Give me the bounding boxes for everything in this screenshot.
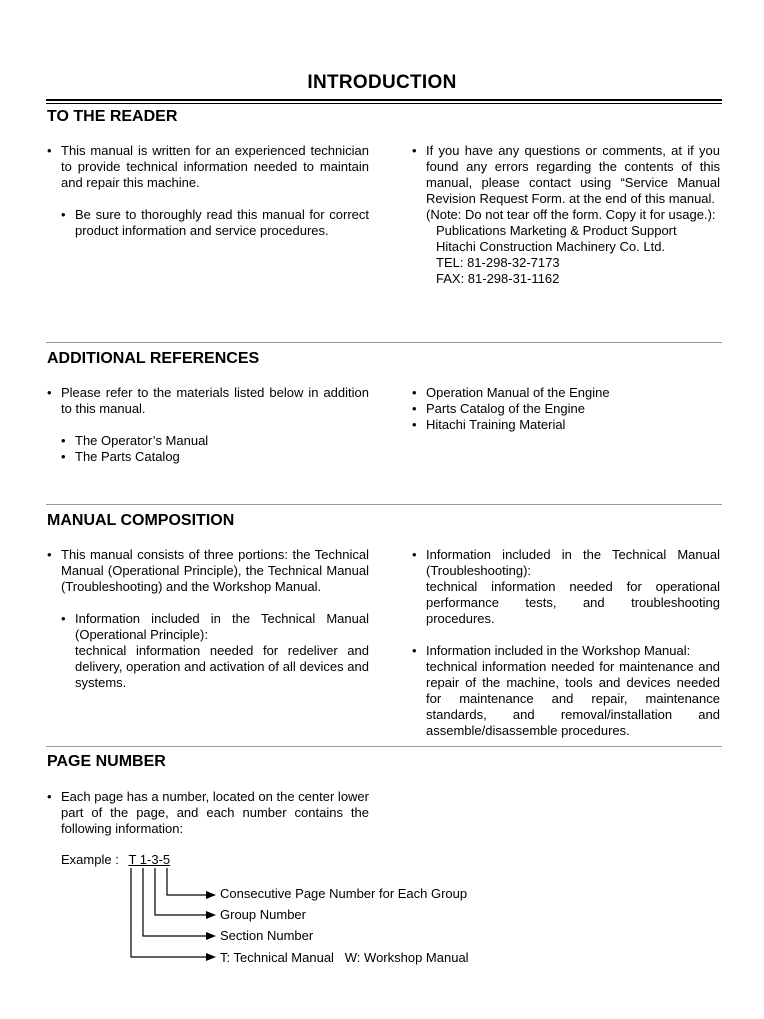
sub-bullet-item: • Be sure to thoroughly read this manual for correct product information and service procedures. xyxy=(61,207,369,238)
bullet-item: • This manual is written for an experienced technician to provide technical information needed to maintain and repair this machine. xyxy=(47,143,369,190)
bullet-item: • If you have any questions or comments, at if you found any errors regarding the contents of this manual, please contact using “Service Manual Revision Request Form. at the end of this manual. (Note: Do not tear off the form. Copy it for usage.): Publications Marketing & Product Support Hitachi Construction Machinery Co. Ltd. TEL: 81-298-32-7173 FAX: 81-298-31-1162 xyxy=(412,143,720,286)
bullet-item: • Each page has a number, located on the center lower part of the page, and each number contains the following information: xyxy=(47,789,369,836)
bullet-item: • Operation Manual of the Engine xyxy=(412,385,610,400)
section-heading-to-the-reader: TO THE READER xyxy=(47,108,178,125)
connector-line-section xyxy=(143,868,208,936)
diagram-label-group: Group Number xyxy=(220,907,306,922)
section-heading-page-number: PAGE NUMBER xyxy=(47,753,166,770)
sub-bullet-item: • The Operator’s Manual xyxy=(61,433,209,448)
diagram-label-page: Consecutive Page Number for Each Group xyxy=(220,886,468,901)
section-heading-manual-composition: MANUAL COMPOSITION xyxy=(47,512,235,529)
bullet-item: • This manual consists of three portions: the Technical Manual (Operational Principle), the Technical Manual (Troubleshooting) and the Workshop Manual. xyxy=(47,547,369,594)
contact-line: Hitachi Construction Machinery Co. Ltd. xyxy=(436,239,666,254)
bullet-item: • Information included in the Workshop Manual: technical information needed for maintenance and repair of the machine, tools and devices needed for maintenance and repair, maintenance standards, and removal/installation and assemble/disassemble procedures. xyxy=(412,643,720,738)
sub-bullet-item: • The Parts Catalog xyxy=(61,449,180,464)
bullet-item: • Parts Catalog of the Engine xyxy=(412,401,585,416)
diagram-label-type: T: Technical Manual W: Workshop Manual xyxy=(220,950,469,965)
bullet-item: • Hitachi Training Material xyxy=(412,417,566,432)
connector-line-page xyxy=(167,868,208,895)
diagram-label-section: Section Number xyxy=(220,928,314,943)
arrow-head-icon xyxy=(206,891,216,899)
example-label: Example : xyxy=(61,852,119,867)
page-title: INTRODUCTION xyxy=(307,72,457,93)
bullet-item: • Please refer to the materials listed below in addition to this manual. xyxy=(47,385,369,416)
arrow-head-icon xyxy=(206,932,216,940)
sub-bullet-item: • Information included in the Technical Manual (Operational Principle): technical information needed for redeliver and delivery, operation and activation of all devices and systems. xyxy=(61,611,369,690)
example-code: T 1-3-5 xyxy=(128,852,171,867)
bullet-item: • Information included in the Technical Manual (Troubleshooting): technical information needed for operational performance tests, and troubleshooting procedures. xyxy=(412,547,720,626)
section-heading-additional-references: ADDITIONAL REFERENCES xyxy=(47,350,260,367)
contact-line: FAX: 81-298-31-1162 xyxy=(436,271,560,286)
arrow-head-icon xyxy=(206,953,216,961)
arrow-head-icon xyxy=(206,911,216,919)
contact-line: Publications Marketing & Product Support xyxy=(436,223,677,238)
contact-line: TEL: 81-298-32-7173 xyxy=(436,255,560,270)
note-text: (Note: Do not tear off the form. Copy it for usage.): xyxy=(426,207,716,222)
connector-line-group xyxy=(155,868,208,915)
